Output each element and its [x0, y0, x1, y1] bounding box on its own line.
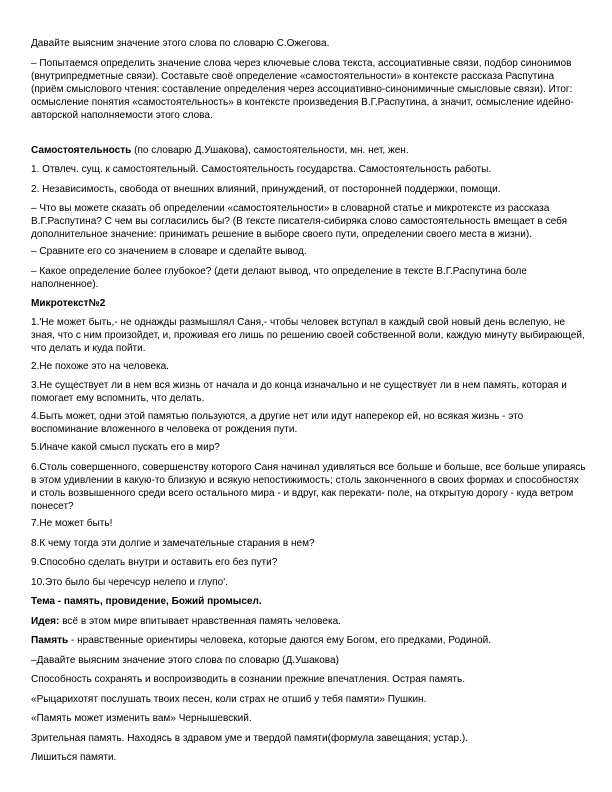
paragraph-question-comparison: – Что вы можете сказать об определении «самостоятельности» в словарной статье и микротексте из рассказа В.Г.Распутина? С чем вы согласились бы? (В тексте писателя-сибиряка слово самостоятельность вмещает в себя дополнительное значение: принимать решение в выборе своего пути, определении своего места в жизни). [31, 203, 568, 241]
paragraph-pushkin-quote: «Рыцарихотят послушать твоих песен, коли страх не отшиб у тебя памяти» Пушкин. [31, 694, 427, 705]
paragraph-memory-definition [31, 634, 587, 647]
paragraph-meaning-1: 1. Отвлеч. сущ. к самостоятельный. Самостоятельность государства. Самостоятельность работы. [31, 164, 492, 175]
paragraph-microtext-1: 1.'Не может быть,- не однажды размышлял Саня,- чтобы человек вступал в каждый свой новый день вслепую, не зная, что с ним произойдет, и, проживая его лишь по решению своей собственной воли, каждую минуту выбирающей, что делать и куда пойти. [31, 317, 585, 355]
idea-text: всё в этом мире впитывает нравственная память человека. [59, 616, 341, 627]
heading-theme: Тема - память, провидение, Божий промысел. [31, 596, 262, 607]
label-memory: Память [31, 635, 69, 646]
paragraph-microtext-8: 8.К чему тогда эти долгие и замечательные старания в нем? [31, 538, 315, 549]
paragraph-meaning-2: 2. Независимость, свобода от внешних влияний, принуждений, от посторонней поддержки, помощи. [31, 184, 501, 195]
paragraph-dictionary-entry [31, 144, 587, 157]
paragraph-deeper-definition: – Какое определение более глубокое? (дети делают вывод, что определение в тексте В.Г.Распутина боле наполненное). [31, 266, 527, 291]
paragraph-ozhegov-intro: Давайте выясним значение этого слова по словарю С.Ожегова. [31, 38, 330, 49]
label-idea: Идея: [31, 616, 60, 627]
paragraph-microtext-3: 3.Не существует ли в нем вся жизнь от начала и до конца изначально и не существует ли в нем память, которая и помогает ему вспомнить, что делать. [31, 380, 567, 405]
paragraph-memory-meaning: Способность сохранять и воспроизводить в сознании прежние впечатления. Острая память. [31, 674, 466, 685]
paragraph-idea [31, 615, 587, 628]
paragraph-microtext-6: 6.Столь совершенного, совершенству которого Саня начинал удивляться все больше и больше, все больше упираясь в этом удивлении в какую-то близкую и всякую непостижимость; столь законченного в своих формах и способностях и столь возвышенного среди всего остального мира - и вдруг, как перекати- поле, на открытую дорогу - куда ветром понесет? [31, 462, 586, 513]
memory-definition-text: - нравственные ориентиры человека, которые даются ему Богом, его предками, Родиной. [68, 635, 491, 646]
paragraph-microtext-2: 2.Не похоже это на человека. [31, 361, 169, 372]
paragraph-microtext-5: 5.Иначе какой смысл пускать его в мир? [31, 442, 220, 453]
paragraph-microtext-10: 10.Это было бы черечсур нелепо и глупо'. [31, 577, 228, 588]
paragraph-visual-memory: Зрительная память. Находясь в здравом уме и твердой памяти(формула завещания; устар.). [31, 733, 469, 744]
paragraph-microtext-4: 4.Быть может, одни этой памятью пользуются, а другие нет или идут наперекор ей, но всякая жизнь - это воспоминание вложенного в человека от рождения пути. [31, 411, 524, 436]
paragraph-definition-task: – Попытаемся определить значение слова через ключевые слова текста, ассоциативные связи, подбор синонимов (внутрипредметные связи). Составьте своё определение «самостоятельности» в контексте рассказа Распутина (приём смыслового чтения: составление определения через ассоциативно-синонимичные смысловые связи). Итог: осмысление понятия «самостоятельность» в контексте произведения В.Г.Распутина, а значит, осмысление идейно-авторской наполняемости этого слова. [31, 58, 574, 122]
term-samostoyatelnost: Самостоятельность [31, 145, 132, 156]
paragraph-chernyshevsky-quote: «Память может изменить вам» Чернышевский. [31, 713, 252, 724]
paragraph-compare-task: – Сравните его со значением в словаре и сделайте вывод. [31, 246, 307, 257]
paragraph-microtext-7: 7.Не может быть! [31, 518, 113, 529]
paragraph-lose-memory: Лишиться памяти. [31, 752, 117, 763]
paragraph-ushakov-intro: –Давайте выясним значение этого слова по словарю (Д.Ушакова) [31, 655, 339, 666]
heading-microtext-2: Микротекст№2 [31, 298, 106, 309]
paragraph-microtext-9: 9.Способно сделать внутри и оставить его без пути? [31, 557, 278, 568]
dictionary-entry-text: (по словарю Д.Ушакова), самостоятельности, мн. нет, жен. [131, 145, 409, 156]
